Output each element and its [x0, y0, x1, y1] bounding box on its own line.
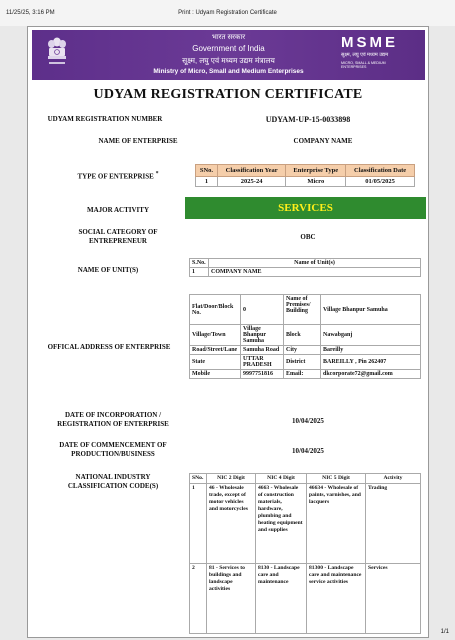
block-value: Nawabganj — [321, 325, 421, 346]
city-value: Bareilly — [321, 346, 421, 355]
nic-row2-2digit: 81 - Services to buildings and landscape activities — [207, 564, 256, 634]
msme-logo-text: MSME — [341, 34, 398, 51]
road-value: Samuha Road — [241, 346, 284, 355]
page-counter: 1/1 — [440, 629, 449, 635]
banner-hindi-government: भारत सरकार — [211, 34, 246, 41]
nic-row1-activity: Trading — [366, 484, 421, 564]
nic-row2-4digit: 8130 - Landscape care and maintenance — [256, 564, 307, 634]
msme-logo-hindi: सूक्ष्म, लघु एवं मध्यम उद्यम — [341, 52, 389, 58]
ministry-banner — [32, 30, 425, 80]
browser-print-header — [0, 0, 455, 26]
classification-sno: 1 — [196, 177, 218, 187]
flat-label: Flat/Door/Block No. — [190, 295, 241, 325]
nic-table — [189, 473, 421, 634]
address-table — [189, 294, 421, 379]
nic-row2-activity: Services — [366, 564, 421, 634]
nic-code-label — [38, 473, 188, 490]
classification-date: 01/05/2025 — [346, 177, 415, 187]
nic-header-2digit: NIC 2 Digit — [207, 474, 256, 484]
banner-government: Government of India — [192, 44, 265, 53]
village-label: Village/Town — [190, 325, 241, 346]
village-value: Village Bhanpur Samuha — [241, 325, 284, 346]
block-label: Block — [284, 325, 321, 346]
state-value: UTTAR PRADESH — [241, 355, 284, 370]
enterprise-name: COMPANY NAME — [293, 137, 353, 145]
email-value: dkcorporate72@gmail.com — [321, 370, 421, 379]
incorporation-date: 10/04/2025 — [292, 417, 324, 425]
classification-header-sno: SNo. — [196, 165, 218, 177]
classification-header-type: Enterprise Type — [286, 165, 346, 177]
certificate-title: UDYAM REGISTRATION CERTIFICATE — [93, 87, 363, 102]
print-page-title: Print : Udyam Registration Certificate — [178, 10, 277, 16]
major-activity-value: SERVICES — [185, 197, 426, 219]
nic-header-5digit: NIC 5 Digit — [307, 474, 366, 484]
nic-row1-sno: 1 — [190, 484, 207, 564]
unit-name-label: NAME OF UNIT(S) — [77, 266, 139, 274]
city-label: City — [284, 346, 321, 355]
print-timestamp: 11/25/25, 3:16 PM — [6, 10, 55, 16]
registration-number: UDYAM-UP-15-0033898 — [265, 115, 351, 124]
official-address-label: OFFICAL ADDRESS OF ENTERPRISE — [47, 343, 171, 351]
nic-row2-5digit: 81300 - Landscape care and maintenance service activities — [307, 564, 366, 634]
classification-table — [195, 164, 415, 187]
msme-logo-tagline: MICRO, SMALL & MEDIUM ENTERPRISES — [341, 61, 386, 69]
registration-number-label: UDYAM REGISTRATION NUMBER — [47, 115, 163, 123]
mobile-value: 9997751816 — [241, 370, 284, 379]
banner-ministry: Ministry of Micro, Small and Medium Enterprises — [153, 68, 304, 75]
commencement-date-label — [38, 441, 188, 458]
major-activity-label: MAJOR ACTIVITY — [86, 206, 150, 214]
social-category-label — [48, 228, 188, 245]
nic-header-activity: Activity — [366, 474, 421, 484]
district-value: BAREILLY , Pin 262407 — [321, 355, 421, 370]
nic-row1-2digit: 46 - Wholesale trade, except of motor vehicles and motorcycles — [207, 484, 256, 564]
enterprise-type-label — [48, 170, 188, 181]
enterprise-type-label-text: TYPE OF ENTERPRISE — [77, 172, 154, 181]
nic-header-sno: SNo. — [190, 474, 207, 484]
unit-sno: 1 — [190, 268, 209, 277]
social-category-label-line2: ENTREPRENEUR — [89, 236, 147, 245]
units-table — [189, 258, 421, 277]
msme-logo — [341, 35, 411, 73]
nic-header-4digit: NIC 4 Digit — [256, 474, 307, 484]
table-row — [190, 484, 421, 564]
flat-value: 0 — [241, 295, 284, 325]
table-row — [190, 564, 421, 634]
certificate-page — [27, 26, 429, 638]
classification-header-date: Classification Date — [346, 165, 415, 177]
nic-row1-5digit: 46634 - Wholesale of paints, varnishes, and lacquers — [307, 484, 366, 564]
social-category-label-line1: SOCIAL CATEGORY OF — [78, 228, 158, 236]
table-row — [190, 268, 421, 277]
social-category-value: OBC — [300, 233, 316, 241]
nic-row1-4digit: 4663 - Wholesale of construction materials, hardware, plumbing and heating equipment and supplies — [256, 484, 307, 564]
incorporation-date-label — [38, 411, 188, 428]
incorporation-date-label-line1: DATE OF INCORPORATION / — [64, 411, 162, 419]
enterprise-type-asterisk: * — [155, 171, 159, 177]
premises-label: Name of Premises/ Building — [284, 295, 321, 325]
units-header-sno: S.No. — [190, 259, 209, 268]
incorporation-date-label-line2: REGISTRATION OF ENTERPRISE — [57, 419, 169, 428]
unit-name: COMPANY NAME — [209, 268, 421, 277]
nic-code-label-line2: CLASSIFICATION CODE(S) — [67, 481, 159, 490]
district-label: District — [284, 355, 321, 370]
road-label: Road/Street/Lane — [190, 346, 241, 355]
banner-hindi-ministry: सूक्ष्म, लघु एवं मध्यम उद्यम मंत्रालय — [182, 56, 275, 65]
state-label: State — [190, 355, 241, 370]
enterprise-name-label: NAME OF ENTERPRISE — [98, 137, 178, 145]
nic-code-label-line1: NATIONAL INDUSTRY — [75, 473, 151, 481]
classification-header-year: Classification Year — [217, 165, 286, 177]
classification-type: Micro — [286, 177, 346, 187]
email-label: Email: — [284, 370, 321, 379]
commencement-date-label-line2: PRODUCTION/BUSINESS — [71, 449, 155, 458]
premises-value: Village Bhanpur Samuha — [321, 295, 421, 325]
classification-year: 2025-24 — [217, 177, 286, 187]
commencement-date-label-line1: DATE OF COMMENCEMENT OF — [59, 441, 167, 449]
commencement-date: 10/04/2025 — [292, 447, 324, 455]
table-row — [196, 177, 415, 187]
units-header-name: Name of Unit(s) — [209, 259, 421, 268]
nic-row2-sno: 2 — [190, 564, 207, 634]
mobile-label: Mobile — [190, 370, 241, 379]
